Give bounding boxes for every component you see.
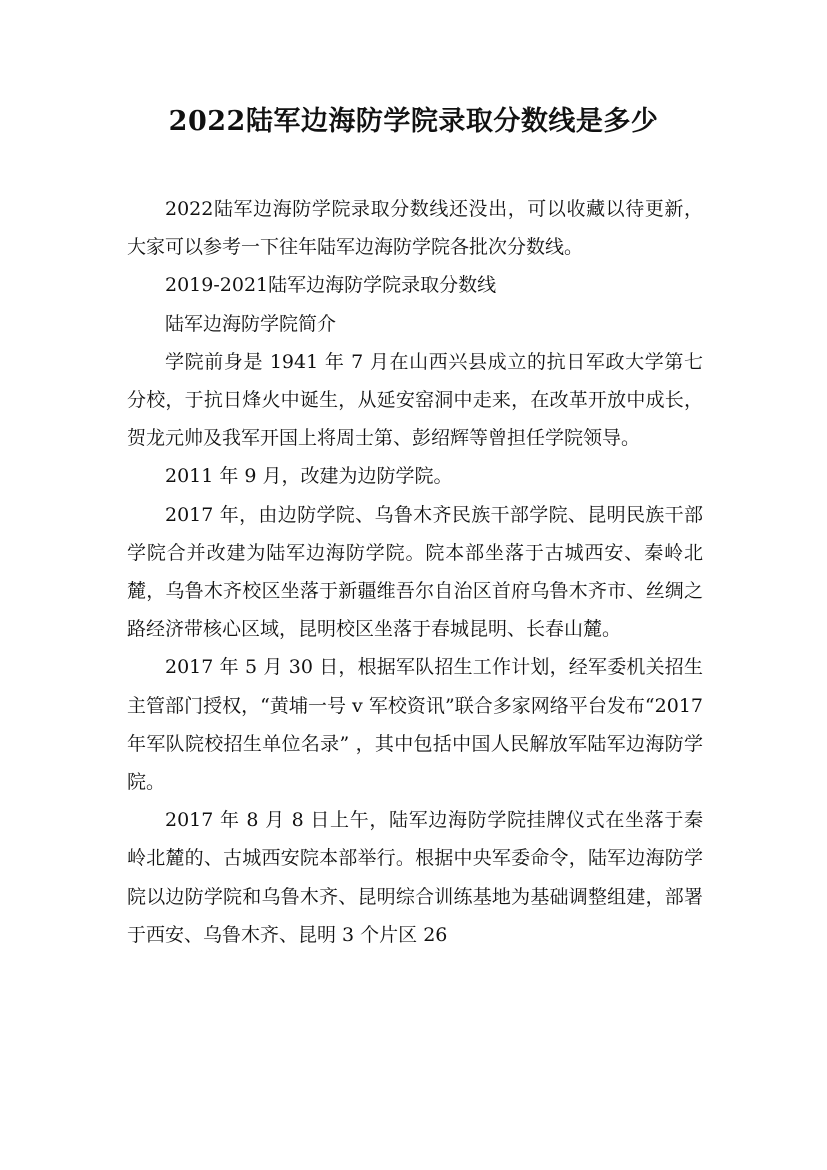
paragraph-intro-heading: 陆军边海防学院简介 <box>165 312 337 335</box>
document-body <box>127 190 703 954</box>
paragraph-history: 学院前身是 1941 年 7 月在山西兴县成立的抗日军政大学第七分校，于抗日烽火中诞生，从延安窑洞中走来，在改革开放中成长，贺龙元帅及我军开国上将周士第、彭绍辉等曾担任学院领导。 <box>127 350 703 450</box>
paragraph-score-heading: 2019-2021陆军边海防学院录取分数线 <box>165 274 497 297</box>
paragraph-2017-august: 2017 年 8 月 8 日上午，陆军边海防学院挂牌仪式在坐落于秦岭北麓的、古城西安院本部举行。根据中央军委命令，陆军边海防学院以边防学院和乌鲁木齐、昆明综合训练基地为基础调整组建，部署于西安、乌鲁木齐、昆明 3 个片区 26 <box>127 809 703 946</box>
paragraph-2011: 2011 年 9 月，改建为边防学院。 <box>165 465 453 488</box>
paragraph-2017-may: 2017 年 5 月 30 日，根据军队招生工作计划，经军委机关招生主管部门授权，“黄埔一号 v 军校资讯”联合多家网络平台发布“2017 年军队院校招生单位名录” ，其中包括中国人民解放军陆军边海防学院。 <box>127 656 703 794</box>
document-title: 2022陆军边海防学院录取分数线是多少 <box>168 106 659 137</box>
paragraph-intro: 2022陆军边海防学院录取分数线还没出，可以收藏以待更新，大家可以参考一下往年陆军边海防学院各批次分数线。 <box>127 198 703 259</box>
paragraph-2017-merge: 2017 年，由边防学院、乌鲁木齐民族干部学院、昆明民族干部学院合并改建为陆军边海防学院。院本部坐落于古城西安、秦岭北麓，乌鲁木齐校区坐落于新疆维吾尔自治区首府乌鲁木齐市、丝绸之路经济带核心区域，昆明校区坐落于春城昆明、长春山麓。 <box>127 503 703 641</box>
